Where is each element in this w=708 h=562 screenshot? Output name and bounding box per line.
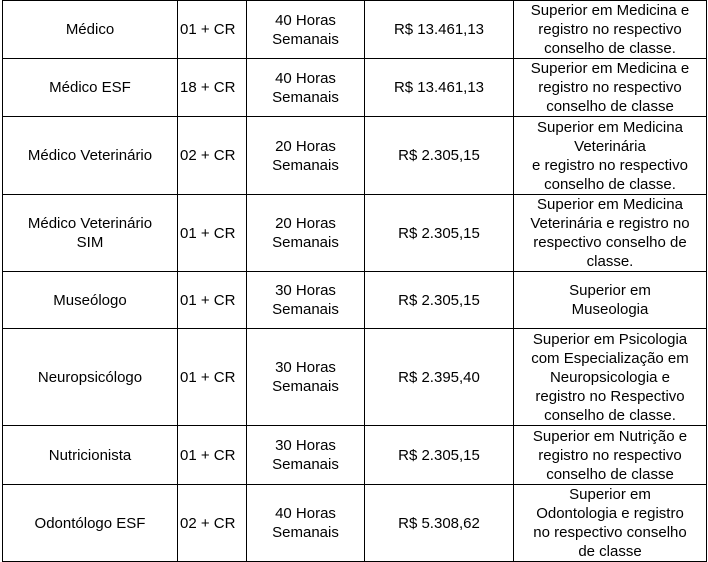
requisito-cell: Superior em Medicina Veterinária e registro no respectivo conselho de classe. — [514, 117, 707, 195]
requisito-cell: Superior em Odontologia e registro no respectivo conselho de classe — [514, 485, 707, 562]
requisito-cell: Superior em Psicologia com Especialização em Neuropsicologia e registro no Respectivo conselho de classe. — [514, 329, 707, 426]
vagas-cell: 02 + CR — [178, 117, 247, 195]
vagas-cell: 01 + CR — [178, 272, 247, 329]
salario-cell: R$ 2.305,15 — [365, 117, 514, 195]
carga-cell: 40 Horas Semanais — [247, 485, 365, 562]
carga-cell: 30 Horas Semanais — [247, 426, 365, 485]
cargo-cell: Museólogo — [3, 272, 178, 329]
carga-cell: 40 Horas Semanais — [247, 59, 365, 117]
vagas-cell: 01 + CR — [178, 195, 247, 272]
table-row — [3, 117, 707, 195]
requisito-cell: Superior em Nutrição e registro no respectivo conselho de classe — [514, 426, 707, 485]
carga-cell: 40 Horas Semanais — [247, 1, 365, 59]
table-row — [3, 485, 707, 562]
job-positions-table — [2, 0, 707, 562]
salario-cell: R$ 2.305,15 — [365, 272, 514, 329]
vagas-cell: 01 + CR — [178, 329, 247, 426]
cargo-cell: Neuropsicólogo — [3, 329, 178, 426]
salario-cell: R$ 13.461,13 — [365, 1, 514, 59]
job-positions-body — [3, 1, 707, 562]
requisito-cell: Superior em Medicina e registro no respectivo conselho de classe — [514, 59, 707, 117]
vagas-cell: 18 + CR — [178, 59, 247, 117]
cargo-cell: Médico — [3, 1, 178, 59]
salario-cell: R$ 2.395,40 — [365, 329, 514, 426]
salario-cell: R$ 2.305,15 — [365, 426, 514, 485]
cargo-cell: Médico Veterinário — [3, 117, 178, 195]
vagas-cell: 01 + CR — [178, 426, 247, 485]
table-row — [3, 426, 707, 485]
cargo-cell: Odontólogo ESF — [3, 485, 178, 562]
carga-cell: 30 Horas Semanais — [247, 272, 365, 329]
requisito-cell: Superior em Medicina Veterinária e registro no respectivo conselho de classe. — [514, 195, 707, 272]
vagas-cell: 02 + CR — [178, 485, 247, 562]
carga-cell: 20 Horas Semanais — [247, 117, 365, 195]
table-row — [3, 272, 707, 329]
table-row — [3, 1, 707, 59]
requisito-cell: Superior em Medicina e registro no respectivo conselho de classe. — [514, 1, 707, 59]
requisito-cell: Superior em Museologia — [514, 272, 707, 329]
vagas-cell: 01 + CR — [178, 1, 247, 59]
salario-cell: R$ 13.461,13 — [365, 59, 514, 117]
cargo-cell: Nutricionista — [3, 426, 178, 485]
table-row — [3, 195, 707, 272]
carga-cell: 20 Horas Semanais — [247, 195, 365, 272]
salario-cell: R$ 5.308,62 — [365, 485, 514, 562]
cargo-cell: Médico Veterinário SIM — [3, 195, 178, 272]
salario-cell: R$ 2.305,15 — [365, 195, 514, 272]
table-row — [3, 59, 707, 117]
cargo-cell: Médico ESF — [3, 59, 178, 117]
table-row — [3, 329, 707, 426]
carga-cell: 30 Horas Semanais — [247, 329, 365, 426]
